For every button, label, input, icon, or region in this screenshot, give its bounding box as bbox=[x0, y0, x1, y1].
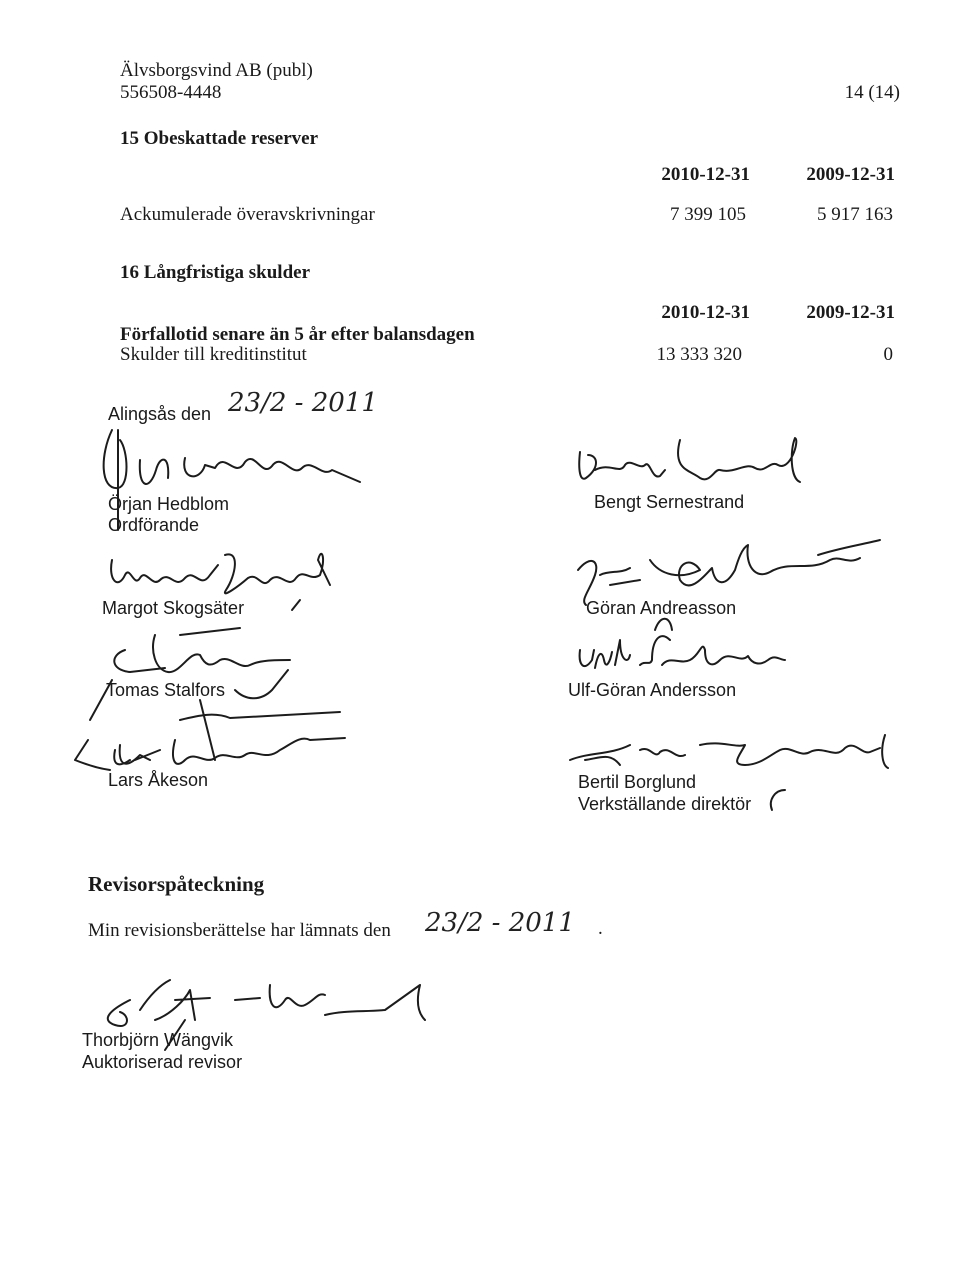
note16-subtitle: Förfallotid senare än 5 år efter balansdagen bbox=[120, 324, 475, 345]
signature-skogsater bbox=[111, 554, 330, 594]
signature-andersson bbox=[580, 636, 785, 668]
audit-period: . bbox=[598, 918, 603, 939]
signatory-1-role: Ordförande bbox=[108, 515, 200, 535]
note16-row-label: Skulder till kreditinstitut bbox=[120, 344, 307, 365]
signatory-4-name: Göran Andreasson bbox=[586, 598, 737, 618]
note16-col2-header: 2009-12-31 bbox=[806, 302, 895, 323]
signature-sernestrand bbox=[579, 438, 800, 482]
note15-title: 15 Obeskattade reserver bbox=[120, 128, 319, 149]
signatory-1-name: Örjan Hedblom bbox=[108, 494, 230, 514]
note16-title: 16 Långfristiga skulder bbox=[120, 262, 311, 283]
signatory-8-role: Verkställande direktör bbox=[578, 794, 752, 814]
note16-row-value-2010: 13 333 320 bbox=[656, 344, 742, 365]
signatory-2-name: Bengt Sernestrand bbox=[594, 492, 745, 512]
company-name: Älvsborgsvind AB (publ) bbox=[120, 60, 313, 81]
signing-place-date: Alingsås den bbox=[108, 404, 212, 424]
signature-hedblom bbox=[104, 430, 360, 488]
signatory-6-name: Ulf-Göran Andersson bbox=[568, 680, 737, 700]
note15-row-value-2010: 7 399 105 bbox=[670, 204, 746, 225]
signing-handwritten-date: 23/2 - 2011 bbox=[228, 388, 378, 418]
note15-col2-header: 2009-12-31 bbox=[806, 164, 895, 185]
signature-akeson bbox=[114, 700, 345, 764]
signatory-8-name: Bertil Borglund bbox=[578, 772, 697, 792]
page-number: 14 (14) bbox=[844, 82, 900, 103]
signature-andreasson bbox=[578, 545, 860, 605]
org-number: 556508-4448 bbox=[120, 82, 222, 103]
signatory-7-name: Lars Åkeson bbox=[108, 770, 209, 790]
audit-title: Revisorspåteckning bbox=[88, 872, 265, 896]
note15-row-value-2009: 5 917 163 bbox=[817, 204, 893, 225]
signatory-5-name: Tomas Stalfors bbox=[106, 680, 226, 700]
note15-col1-header: 2010-12-31 bbox=[661, 164, 750, 185]
audit-statement: Min revisionsberättelse har lämnats den bbox=[88, 920, 391, 941]
note15-row-label: Ackumulerade överavskrivningar bbox=[120, 204, 375, 225]
note16-row-value-2009: 0 bbox=[883, 344, 893, 365]
signature-wangvik bbox=[108, 980, 425, 1026]
auditor-role: Auktoriserad revisor bbox=[82, 1052, 243, 1072]
auditor-name: Thorbjörn Wängvik bbox=[82, 1030, 234, 1050]
signatory-3-name: Margot Skogsäter bbox=[102, 598, 245, 618]
signature-borglund bbox=[570, 735, 888, 768]
audit-handwritten-date: 23/2 - 2011 bbox=[425, 908, 575, 938]
note16-col1-header: 2010-12-31 bbox=[661, 302, 750, 323]
